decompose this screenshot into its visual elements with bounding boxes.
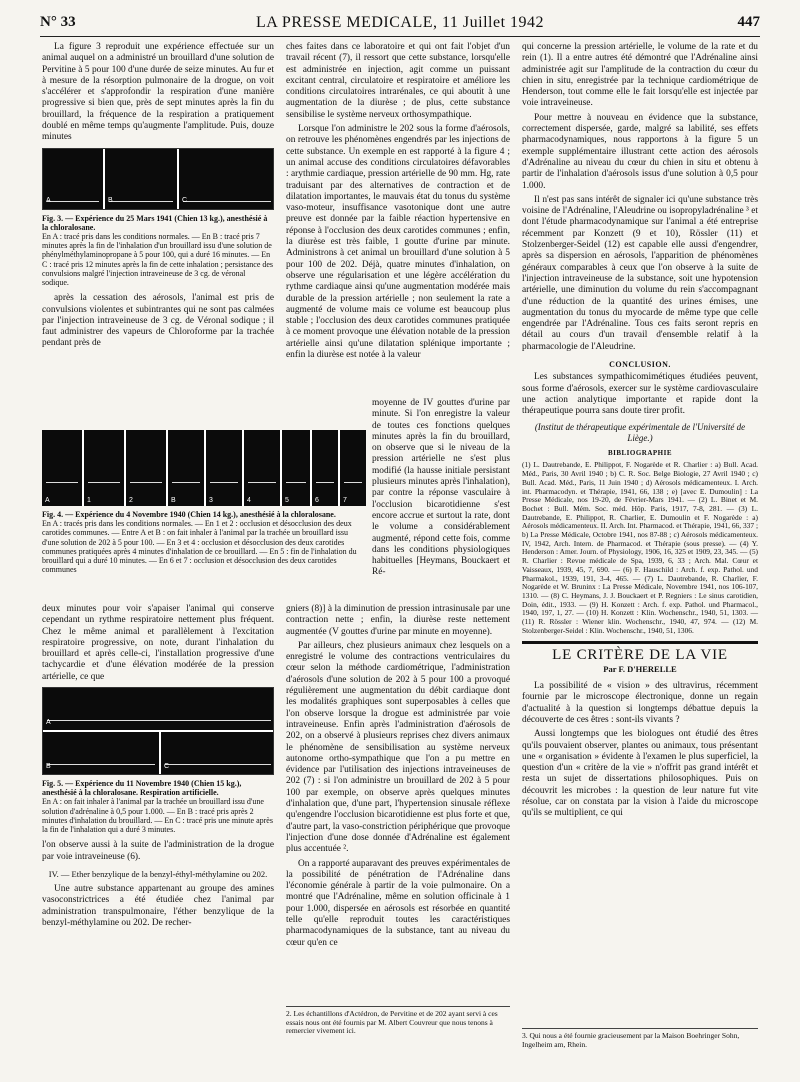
column-2 bbox=[286, 42, 510, 364]
journal-title: LA PRESSE MEDICALE, 11 Juillet 1942 bbox=[255, 14, 545, 31]
column-1 bbox=[42, 42, 274, 353]
figure-4-panel: 6 bbox=[312, 430, 340, 506]
bibliography-heading: BIBLIOGRAPHIE bbox=[607, 449, 673, 458]
paragraph: Par ailleurs, chez plusieurs animaux chez lesquels on a enregistré le volume des contractions ventriculaires du cœur selon la méthode cardiométrique, l'administration d'aérosols d'une solution de 202 à 5 pour 100 a provoqué régulièrement une augmentation du débit cardiaque dont les modalités graphiques sont superposables à celles que l'on observe lorsque la drogue est administrée par voie intraveineuse. Enfin après l'administration d'aérosols de 202, on a observé à plusieurs reprises chez divers animaux le phénomène de sensibilisation au système nerveux autonome ortho-sympathique que l'on a pu mettre en évidence par l'utilisation des injections intraveineuses de 202 (7) : si l'on administre un brouillard de 202 à 5 pour 100 par exemple, on observe après quelques minutes d'inhalation que, d'une part, l'hypertension sinusale réflexe qu'engendre l'occlusion bicarotidienne est plus forte et que, d'autre part, la vaso-constriction périphérique que provoque l'injection d'une dose donnée d'Adrénaline est également plus accentuée ². bbox=[286, 640, 510, 855]
paragraph: l'on observe aussi à la suite de l'administration de la drogue par voie intraveineuse (6). bbox=[42, 840, 274, 862]
figure-4-caption: Fig. 4. — Expérience du 4 Novembre 1940 (Chien 14 kg.), anesthésié à la chloralosane. En A : tracés pris dans les conditions normales. — En 1 et 2 : occlusion et désocclusion des deux carotides communes. — Entre A et B : on fait inhaler à l'animal par la trachée un brouillard issu d'une solution de 202 à 5 pour 100. — En 3 et 4 : occlusion et désocclusion des deux carotides communes pratiquées après 4 minutes d'inhalation de ce brouillard. — En 5 : fin de l'inhalation du brouillard qui a duré 10 minutes. — En 6 et 7 : occlusion et désocclusion des deux carotides communes bbox=[42, 510, 357, 575]
paragraph: moyenne de IV gouttes d'urine par minute. Si l'on enregistre la valeur de toutes ces fonctions quelques minutes après la fin du brouillard, on observe que si le niveau de la pression artérielle ne s'est plus modifié (la hausse initiale persistant plusieurs minutes après l'inhalation), par contre la réponse vasculaire à l'occlusion bicarotidienne s'est encore accrue et surtout la rate, dont le volume a considérablement augmenté, répond cette fois, comme dans les conditions physiologiques habituelles [Heymans, Bouckaert et Ré- bbox=[372, 398, 510, 578]
column-2-lower bbox=[286, 604, 510, 952]
figure-4-panel: 7 bbox=[340, 430, 366, 506]
column-2-wrap bbox=[372, 398, 510, 582]
paragraph: La possibilité de « vision » des ultravirus, récemment fournie par le microscope électronique, donne un regain d'actualité à la question si longtemps débattue depuis la découverte de ces êtres : sont-ils vivants ? bbox=[522, 681, 758, 725]
institute-signature: (Institut de thérapeutique expérimentale de l'Université de Liège.) bbox=[534, 421, 746, 443]
paragraph: deux minutes pour voir s'apaiser l'animal qui conserve cependant un rythme respiratoire nettement plus fréquent. Chez le même animal et parallèlement à l'excitation respiratoire progressive, on note, durant l'inhalation du brouillard et après celle-ci, l'installation progressive d'une tachycardie et d'une élévation modérée de la pression artérielle, ce que bbox=[42, 604, 274, 682]
article-byline: Par F. D'HERELLE bbox=[603, 663, 677, 674]
figure-3-caption: Fig. 3. — Expérience du 25 Mars 1941 (Chien 13 kg.), anesthésié à la chloralosane. En A : tracé pris dans les conditions normales. — En B : tracé pris 7 minutes après la fin de l'inhalation d'un brouillard issu d'une solution de phénylméthylaminopropane à 5 pour 100, qui a duré 16 minutes. — En C : tracé pris 12 minutes après la fin de cette inhalation ; persistance des convulsions malgré l'injection intraveineuse de 3 cg. de véronal sodique. bbox=[42, 213, 274, 288]
figure-4-panel: 4 bbox=[244, 430, 282, 506]
column-3 bbox=[522, 42, 758, 823]
section-heading: IV. — Ether benzylique de la benzyl-éthyl-méthylamine ou 202. bbox=[48, 868, 268, 879]
paragraph: après la cessation des aérosols, l'animal est pris de convulsions violentes et subintrantes qui ne sont pas calmées par l'injection intraveineuse de 3 cg. de Véronal sodique ; il faut administrer des vapeurs de Chloroforme par la trachée pendant près de bbox=[42, 293, 274, 349]
column-1-lower bbox=[42, 604, 274, 932]
paragraph: qui concerne la pression artérielle, le volume de la rate et du rein (1). Il a entre autres été démontré que l'Adrénaline ainsi administrée agit sur l'amplitude de la contraction du cœur du chien in situ, enregistrée par la technique cardiométrique de Henderson, tout comme elle le fait lorsqu'elle est injectée par voie intraveineuse. bbox=[522, 42, 758, 109]
bibliography: (1) L. Dautrebande, E. Philippot, F. Nogarède et R. Charlier : a) Bull. Acad. Méd., Paris, 30 Avril 1940 ; b) C. R. Soc. Belge Biologie, 27 Avril 1940 ; c) Bull. Acad. Méd., Paris, 11 Juin 1940 ; d) Aérosols médicamenteux. I. Arch. int. Pharmacodyn. et Thérapie, 1941, 66, 138 ; e) [avec E. Dumoulin] : La Presse Médicale, nos 19-20, de Février-Mars 1941. — (2) L. Binet et M. Bochet : Bull. Mém. Soc. méd. Hôp. Paris, 1917, 7-8, 281. — (3) L. Dautrebande, E. Philippot, R. Charlier, E. Dumoulin et F. Nogarède : a) Aérosols médicamenteux. II. Arch. Int. Pharmacod. et Thérapie, 1941, 66, 337 ; b) La Presse Médicale, Octobre 1941, nos 87-88 ; c) Aérosols médicamenteux. IV, 1942, Arch. Intern. de Pharmacod. et Thérapie (sous presse). — (4) Y. Henderson : Amer. Journ. of Physiology, 1906, 16, 325 et 1909, 23, 345. — (5) R. Charlier : Revue médicale de Spa, 1939, 6, 33 ; Arch. Mal. Cœur et Vaisseaux, 1939, 45, 7, 690. — (6) F. Hauschild : Arch. f. exp. Pathol. und Pharmakol., 1939, 191, 3-4, 465. — (7) L. Dautrebande, R. Charlier, F. Nogarède et W. Bruninx : La Presse Médicale, Novembre 1941, nos 106-107, 1310. — (8) C. Heymans, J. J. Bouckaert et P. Regniers : Le sinus carotidien, Doin, édit., 1933. — (9) H. Konzett : Arch. f. exp. Pathol. und Pharmacol., 1940, 197, 1, 27. — (10) H. Konzett : Klin. Wochenschr., 1940, 51, 1303. — (11) R. Rössler : Wiener klin. Wochenschr., 1940, 47, 974. — (12) M. Stolzenberger-Seidel : Klin. Wochenschr., 1940, 51, 1306. bbox=[522, 460, 758, 635]
issue-number: N° 33 bbox=[40, 14, 76, 30]
figure-4 bbox=[42, 430, 366, 506]
figure-4-panel: 3 bbox=[206, 430, 244, 506]
paragraph: Aussi longtemps que les biologues ont étudié des êtres qu'ils pouvaient observer, plantes ou animaux, tous présentant une « organisation » évidente à l'examen le plus superficiel, la question d'un « critère de la vie » n'offrit pas grand intérêt et resta un sujet de dissertations philosophiques. Puis on découvrit les microbes : la question de leur nature fut vite résolue, car on constata par la vision à l'aide du microscope qu'ils se multiplient, ce qui bbox=[522, 729, 758, 819]
paragraph: Il n'est pas sans intérêt de signaler ici qu'une substance très voisine de l'Adrénaline, l'Aleudrine ou isopropyladrénaline ³ et dont l'étude pharmacodynamique sur l'animal a été entreprise récemment par Konzett (9 et 10), Rössler (11) et Stolzenberger-Seidel (12) est capable elle aussi d'engendrer, après sa dispersion en aérosols, l'apparition de phénomènes généraux comparables à ceux que l'on observe à la suite de l'injection intraveineuse de la substance, soit une hypotension artérielle, une diminution du volume du rein s'accompagnant d'une réduction de la quantité des urines émises, une augmentation du tonus du myocarde de même type que celle engendrée par l'Adrénaline. Tous ces faits seront repris en détail au cours d'un travail d'ensemble relatif à la pharmacologie de l'Aleudrine. bbox=[522, 194, 758, 352]
figure-5-panel-c: C bbox=[161, 732, 274, 774]
figure-4-panel: 5 bbox=[282, 430, 312, 506]
figure-5-panel-b: B bbox=[43, 732, 161, 774]
figure-4-panel: 2 bbox=[126, 430, 168, 506]
figure-3-panel-b: B bbox=[105, 149, 179, 209]
conclusion-heading: CONCLUSION. bbox=[609, 360, 671, 370]
figure-4-panel: 1 bbox=[84, 430, 126, 506]
paragraph: ches faites dans ce laboratoire et qui ont fait l'objet d'un travail récent (7), il ressort que cette substance, lorsqu'elle est administrée en injection, agit comme un puissant excitant central, circulatoire et respiratoire et améliore les conditions circulatoires intrarénales, ce qui aboutit à une augmentation de la diurèse ; de plus, cette substance sensibilise le système nerveux orthosympathique. bbox=[286, 42, 510, 120]
footnote: 3. Qui nous a été fournie gracieusement par la Maison Boehringer Sohn, Ingelheim am, Rhein. bbox=[522, 1028, 758, 1049]
figure-4-panel: A bbox=[42, 430, 84, 506]
paragraph: Une autre substance appartenant au groupe des amines vasoconstrictrices a été étudiée chez l'animal par administration transpulmonaire, l'éther benzylique de la benzyl-méthylamine ou 202. De recher- bbox=[42, 884, 274, 929]
article-title: LE CRITÈRE DE LA VIE bbox=[552, 647, 728, 664]
paragraph: Lorsque l'on administre le 202 sous la forme d'aérosols, on retrouve les phénomènes engendrés par les injections de cette substance. Un exemple en est rapporté à la figure 4 ; un animal accuse des conditions circulatoires défavorables : arythmie cardiaque, pression artérielle de 90 mm. Hg, rate traduisant par des alternatives de contraction et de dilatation importantes, le mauvais état du tonus du système vaso-moteur, insuffisance vasotonique dont une autre preuve est donnée par la faible réaction hypertensive en réponse à l'occlusion des deux carotides communes ; enfin, la diurèse est très faible, 1 goutte d'urine par minute. Administrons à cet animal un brouillard d'une solution à 5 pour 100 de 202. Déjà, quatre minutes d'inhalation, on observe une régularisation et une légère accélération du rythme cardiaque ainsi qu'une augmentation modérée mais durable de la pression artérielle ; non seulement la rate a augmenté de volume mais ce volume est beaucoup plus stable ; l'occlusion des deux carotides communes pratiquée à ce moment provoque une élévation notable de la pression artérielle ainsi qu'une dilatation splénique importante ; enfin la diurèse est notée à la valeur bbox=[286, 124, 510, 361]
figure-5 bbox=[42, 687, 274, 775]
paragraph: Les substances sympathicomimétiques étudiées peuvent, sous forme d'aérosols, exercer sur le système cardiovasculaire une action analytique importante et rapide dont la thérapeutique pourra sans doute tirer profit. bbox=[522, 372, 758, 417]
article-divider bbox=[522, 641, 758, 644]
paragraph: gniers (8)] à la diminution de pression intrasinusale par une contraction nette ; enfin, la diurèse reste nettement augmentée (V gouttes d'urine par minute en moyenne). bbox=[286, 604, 510, 637]
figure-5-panel-a: A bbox=[43, 688, 274, 732]
paragraph: La figure 3 reproduit une expérience effectuée sur un animal auquel on a administré un brouillard d'une solution de Pervitine à 5 pour 100 d'une durée de seize minutes. Au fur et à mesure de la résorption pulmonaire de la drogue, on voit s'accélérer et s'approfondir la respiration d'une manière progressive si bien que, près de sept minutes après la fin du brouillard, la fréquence de la respiration a pratiquement doublé en même temps qu'augmente l'amplitude. Puis, douze minutes bbox=[42, 42, 274, 143]
figure-3-panel-a: A bbox=[43, 149, 105, 209]
figure-4-panel: B bbox=[168, 430, 206, 506]
paragraph: Pour mettre à nouveau en évidence que la substance, correctement dispersée, garde, malgré sa labilité, ses effets pharmacodynamiques, nous rapportons à la figure 5 un exemple supplémentaire illustrant cette action des aérosols d'Adrénaline au niveau du cœur du chien in situ et obtenu à partir de l'inhalation d'aérosols issus d'une solution à 0,5 pour 1.000. bbox=[522, 112, 758, 191]
figure-3-panel-c: C bbox=[179, 149, 274, 209]
figure-3 bbox=[42, 148, 274, 210]
figure-5-caption: Fig. 5. — Expérience du 11 Novembre 1940 (Chien 15 kg.), anesthésié à la chloralosane. Respiration artificielle. En A : on fait inhaler à l'animal par la trachée un brouillard issu d'une solution d'adrénaline à 0,5 pour 1.000. — En B : tracé pris après 2 minutes d'inhalation du brouillard. — En C : tracé pris une minute après la fin de l'inhalation qui a duré 3 minutes. bbox=[42, 779, 273, 835]
page-header bbox=[40, 12, 760, 37]
footnote: 2. Les échantillons d'Actédron, de Pervitine et de 202 ayant servi à ces essais nous ont été fournis par M. Albert Couvreur que nous tenons à remercier vivement ici. bbox=[286, 1006, 510, 1036]
page-number: 447 bbox=[737, 14, 760, 30]
paragraph: On a rapporté auparavant des preuves expérimentales de la possibilité de pénétration de l'Adrénaline dans l'économie générale à partir de la voie pulmonaire. On a montré que l'Adrénaline, même en solution officinale à 1 pour 1.000, dispersée en aérosols est résorbée en quantité telle qu'elle reproduit toutes les caractéristiques pharmacodynamiques de la substance, tant au niveau du cœur qu'en ce bbox=[286, 858, 510, 948]
